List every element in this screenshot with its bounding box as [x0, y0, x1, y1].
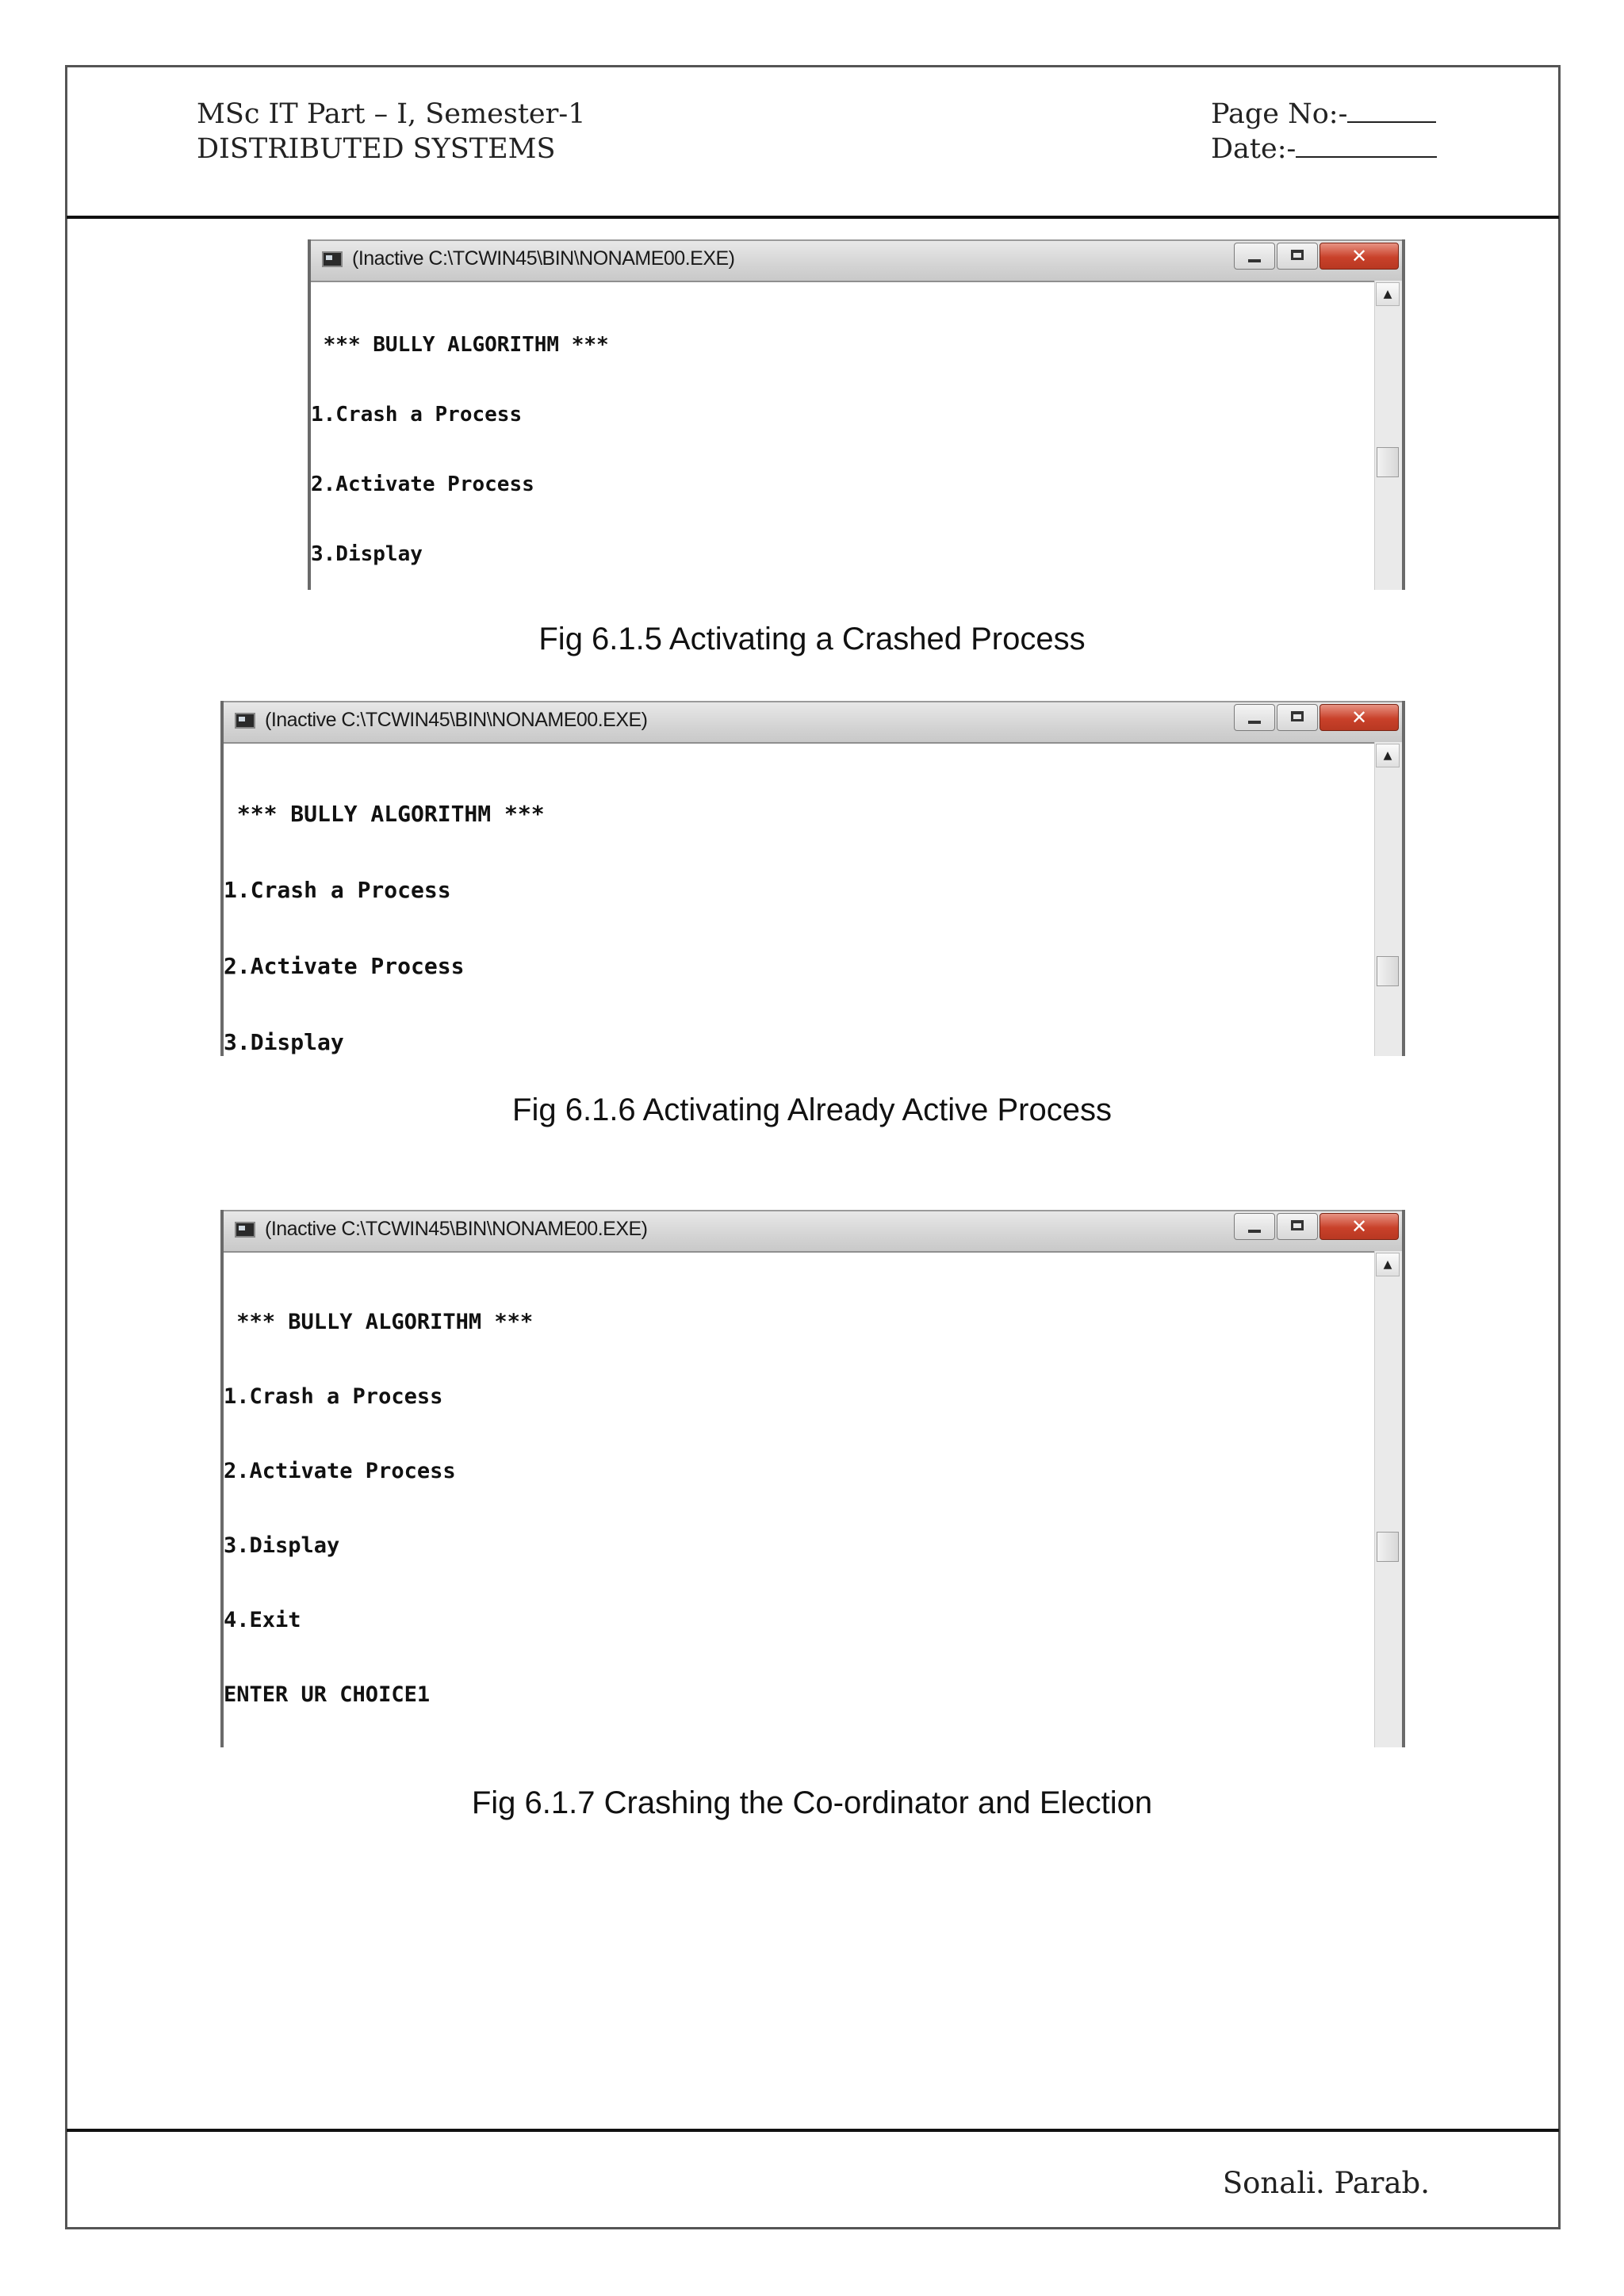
window-title: (Inactive C:\TCWIN45\BIN\NONAME00.EXE)	[352, 247, 735, 270]
figure-caption: Fig 6.1.5 Activating a Crashed Process	[538, 622, 1086, 656]
window-title: (Inactive C:\TCWIN45\BIN\NONAME00.EXE)	[265, 1218, 648, 1240]
console-app-icon	[322, 251, 343, 267]
console-line: *** BULLY ALGORITHM ***	[224, 1310, 534, 1334]
scroll-up-arrow-icon[interactable]: ▲	[1376, 744, 1400, 767]
header-course: MSc IT Part – I, Semester-1	[197, 98, 586, 130]
page-no-blank	[1347, 98, 1436, 123]
minimize-button[interactable]	[1234, 1213, 1275, 1240]
footer-author: Sonali. Parab.	[1222, 2166, 1430, 2200]
console-app-icon	[235, 1222, 255, 1238]
console-line: 2.Activate Process	[224, 1459, 456, 1483]
console-output	[224, 1256, 1375, 1747]
maximize-button[interactable]	[1277, 704, 1318, 731]
minimize-icon	[1248, 1230, 1261, 1233]
console-line: *** BULLY ALGORITHM ***	[224, 801, 545, 827]
close-button[interactable]	[1320, 704, 1399, 731]
footer-divider	[67, 2129, 1559, 2132]
close-button[interactable]	[1320, 243, 1399, 270]
minimize-icon	[1248, 721, 1261, 724]
console-line: 3.Display	[224, 1029, 344, 1055]
console-line: 2.Activate Process	[224, 953, 465, 979]
maximize-button[interactable]	[1277, 1213, 1318, 1240]
console-line: 2.Activate Process	[311, 473, 534, 496]
maximize-button[interactable]	[1277, 243, 1318, 270]
maximize-icon	[1291, 1220, 1304, 1230]
console-line: *** BULLY ALGORITHM ***	[311, 333, 609, 357]
minimize-button[interactable]	[1234, 243, 1275, 270]
figure-caption: Fig 6.1.6 Activating Already Active Process	[512, 1093, 1112, 1127]
window-titlebar	[224, 701, 1402, 744]
window-title: (Inactive C:\TCWIN45\BIN\NONAME00.EXE)	[265, 709, 648, 731]
console-line: ENTER UR CHOICE1	[224, 1682, 431, 1707]
console-line: 3.Display	[224, 1533, 340, 1558]
close-icon: ✕	[1350, 245, 1368, 267]
scrollbar-thumb[interactable]	[1377, 1532, 1399, 1562]
vertical-scrollbar[interactable]	[1374, 281, 1402, 590]
console-app-icon	[235, 713, 255, 729]
header-subject: DISTRIBUTED SYSTEMS	[197, 133, 556, 165]
window-controls	[1234, 1213, 1399, 1240]
maximize-icon	[1291, 250, 1304, 260]
scrollbar-thumb[interactable]	[1377, 447, 1399, 477]
page-no-label: Page No:-	[1211, 98, 1348, 130]
figure-caption: Fig 6.1.7 Crashing the Co-ordinator and Election	[471, 1785, 1153, 1820]
console-line: 1.Crash a Process	[311, 403, 523, 427]
close-button[interactable]	[1320, 1213, 1399, 1240]
minimize-icon	[1248, 259, 1261, 262]
window-titlebar	[311, 239, 1402, 282]
console-window-fig-6-1-5	[308, 239, 1405, 590]
window-controls	[1234, 704, 1399, 731]
scroll-up-arrow-icon[interactable]: ▲	[1376, 1253, 1400, 1276]
header-divider	[67, 216, 1559, 219]
vertical-scrollbar[interactable]	[1374, 742, 1402, 1056]
console-line: 1.Crash a Process	[224, 1384, 443, 1409]
console-window-fig-6-1-7	[220, 1210, 1405, 1747]
scrollbar-thumb[interactable]	[1377, 956, 1399, 986]
console-window-fig-6-1-6	[220, 701, 1405, 1056]
console-output	[311, 284, 1375, 590]
vertical-scrollbar[interactable]	[1374, 1251, 1402, 1747]
scroll-up-arrow-icon[interactable]: ▲	[1376, 282, 1400, 306]
date-label: Date:-	[1211, 133, 1297, 165]
page-no-field	[1211, 97, 1436, 132]
window-titlebar	[224, 1210, 1402, 1253]
console-line: 3.Display	[311, 542, 423, 566]
console-line: 1.Crash a Process	[224, 877, 451, 903]
maximize-icon	[1291, 711, 1304, 721]
date-blank	[1296, 132, 1437, 158]
console-output	[224, 747, 1375, 1056]
console-line: 4.Exit	[224, 1608, 301, 1632]
close-icon: ✕	[1350, 706, 1368, 729]
window-controls	[1234, 243, 1399, 270]
date-field	[1211, 132, 1437, 166]
close-icon: ✕	[1350, 1215, 1368, 1238]
minimize-button[interactable]	[1234, 704, 1275, 731]
